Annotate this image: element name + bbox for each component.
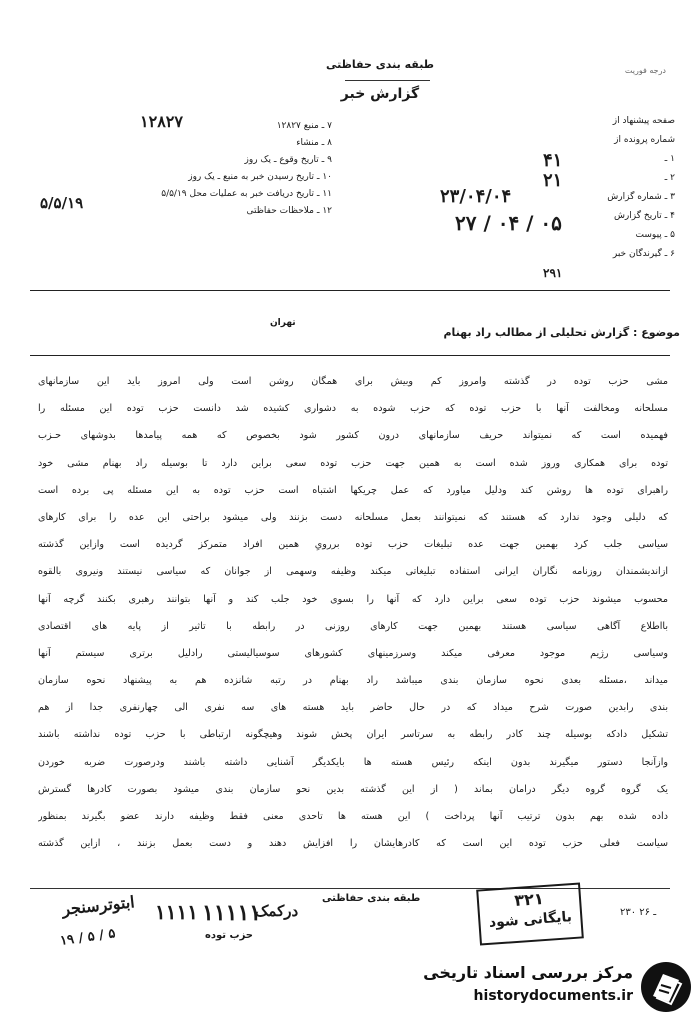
- body-line: راهبرای توده ها روشن کند ودلیل میاورد که عمل چریکها اشتباه است حزب توده به این مسئله پی برده است: [38, 484, 668, 496]
- meta-left-row: ۸ ـ منشاء: [296, 138, 332, 148]
- footer-classification: طبقه بندی حفاظتی: [322, 893, 421, 904]
- body-line: توده برای همکاری وروز شده است به همین جهت حزب توده سعی براین دارد تا بوسیله راد بهنام مشی خود: [38, 457, 668, 469]
- handwritten-report-number: ۲۳/۰۴/۰۴: [440, 186, 512, 207]
- report-body: [38, 368, 668, 857]
- handwritten-source-number: ۱۲۸۲۷: [140, 112, 183, 131]
- meta-left-row: ۱۲ ـ ملاحظات حفاظتی: [246, 206, 332, 216]
- meta-left-row: ۱۰ ـ تاریخ رسیدن خبر به منبع ـ یک روز: [188, 172, 332, 182]
- header-underline: [345, 80, 430, 81]
- meta-right-row: صفحه پیشنهاد از: [612, 116, 675, 126]
- document-stack-icon: [639, 960, 693, 1014]
- body-line: مشی حزب توده در گذشته وامروز کم وبیش برای همگان روشن است ولی امروز باید این سازمانهای: [38, 376, 668, 387]
- meta-right-row: ۳ ـ شماره گزارش: [607, 192, 675, 202]
- handwritten-field: ۴۱: [543, 150, 563, 171]
- divider: [30, 355, 670, 356]
- body-line: فهمیده است که نمیتواند حریف سازمانهای درون کشور شود بخصوص که همه پیامدها بدوشهای حـزب: [38, 430, 668, 442]
- header-classification: طبقه بندی حفاظتی: [325, 58, 435, 71]
- meta-right-row: شماره پرونده از: [614, 135, 675, 145]
- signature-date: ۱۹ / ۵ / ۵: [59, 926, 117, 949]
- body-line: بندی رابدین صورت شرح میداد که در حال حاضر باید هسته های سه نفری الی چهارنفری جدا از هم: [38, 702, 668, 714]
- signature: ۱۱۱۱: [155, 900, 198, 924]
- location-label: تهران: [270, 318, 296, 328]
- urgency-label: درجه فوریت: [624, 66, 666, 75]
- handwritten-recipients: ۲۹۱: [543, 266, 563, 280]
- body-line: داده شده بهم بدون ترتیب آنها پرداخت ) این هسته ها تاحدی معنی فقط وظیفه دارند عضو بگیرند بمنظور: [38, 811, 668, 822]
- watermark-url: historydocuments.ir: [473, 988, 633, 1004]
- watermark-name: مرکز بررسی اسناد تاریخی: [423, 963, 633, 982]
- signature: ابتوترسنجر: [61, 892, 136, 919]
- body-line: سیاسی جلب کرد بهمین جهت عده تبلیغات حزب توده بررویِ همین افراد متمرکز گردیده است وازاین گذشته: [38, 539, 668, 551]
- watermark-logo: [400, 960, 695, 1015]
- body-line: که دلیلی وجود ندارد که هستند که نمیتوانند بعمل مسلحانه دست بزنند ولی میشود براحتی این عده را برای کارهای: [38, 511, 668, 523]
- body-line: سیاست فعلی حزب توده این است که کادرهایشان را افزایش دهند و دست بعمل بزنند ، ازاین گذشته: [38, 838, 668, 850]
- meta-left-row: ۷ ـ منبع ۱۲۸۲۷: [276, 121, 332, 131]
- signature: ۱۱۱۱۱: [202, 900, 262, 926]
- body-line: میداند ،مسئله بعدی نحوه سازمان بندی میباشد راد بهنام در رتبه شانزده هم به پیشنهاد نحوه سازمان: [38, 675, 668, 687]
- body-line: محسوب میشوند حزب توده سعی براین دارد که آنها را بسوی خود جلب کند و آنها بتوانند رهبری بکنند گرچه آنها: [38, 593, 668, 605]
- meta-right-block: [355, 112, 675, 264]
- body-line: ازاندیشمندان روزنامه نگاران ایرانی استفاده تبلیغاتی میکند وظیفه وسهمی از جوانان که سیاسی نیستند ونیروی بالقوه: [38, 566, 668, 578]
- meta-left-row: ۱۱ ـ تاریخ دریافت خبر به عملیات محل ۵/۵/۱۹: [161, 189, 332, 199]
- stamp-text: بایگانی شود: [488, 909, 573, 931]
- body-line: وازآنجا دستور میگیرند بدون اینکه رئیس هسته ها بایکدیگر آشنایی داشته باشند ودرصورت ضربه خوردن: [38, 756, 668, 768]
- footer-code: ۲۳۰ ـ ۲۶: [620, 907, 657, 918]
- meta-right-row: ۴ ـ تاریخ گزارش: [613, 211, 675, 221]
- stamp-number: ۳۲۱: [513, 889, 545, 911]
- handwritten-report-date: ۲۷ / ۰۴ / ۰۵: [455, 211, 562, 235]
- meta-right-row: ۶ ـ گیرندگان خبر: [612, 249, 675, 259]
- meta-right-row: ۲ ـ: [664, 173, 675, 183]
- handwritten-field: ۲۱: [543, 170, 563, 191]
- divider: [30, 290, 670, 291]
- body-line: مسلحانه ومخالفت آنها با حزب توده که حزب شوده به دشواری کشیده شد دانست حزب توده این مسئله را: [38, 403, 668, 415]
- signature: درکمک: [255, 902, 299, 920]
- meta-right-row: ۱ ـ: [664, 154, 675, 164]
- body-line: وسیاسی رژیم موجود معرفی میکند وسرزمینهای کشورهای سوسیالیستی رادلیل برتری سیستم آنها: [38, 647, 668, 659]
- header-title: گزارش خبر: [340, 86, 420, 102]
- meta-left-row: ۹ ـ تاریخ وقوع ـ یک روز: [244, 155, 332, 165]
- archive-stamp: [476, 882, 584, 945]
- body-line: یک گروه گروه دیگر درامان بماند ( از این گذشته بدین نحو سازمان بندی میشود بصورت کادرها گسترش: [38, 783, 668, 795]
- body-line: بااطلاع آگاهی سیاسی هستند بهمین جهت کارهای روزنی در رابطه با تاثیر از پایه های اقتصادی: [38, 620, 668, 632]
- body-line: تشکیل دادکه بوسیله چند کادر رابطه به سرتاسر ایران پخش شوند وهیچگونه ارتباطی با حزب توده نداشته باشند: [38, 729, 668, 741]
- handwritten-receipt-date: ۵/۵/۱۹: [40, 194, 84, 212]
- meta-right-row: ۵ ـ پیوست: [635, 230, 675, 240]
- report-subject: موضوع : گزارش تحلیلی از مطالب راد بهنام: [443, 326, 680, 339]
- signature-note: حزب توده: [205, 930, 254, 941]
